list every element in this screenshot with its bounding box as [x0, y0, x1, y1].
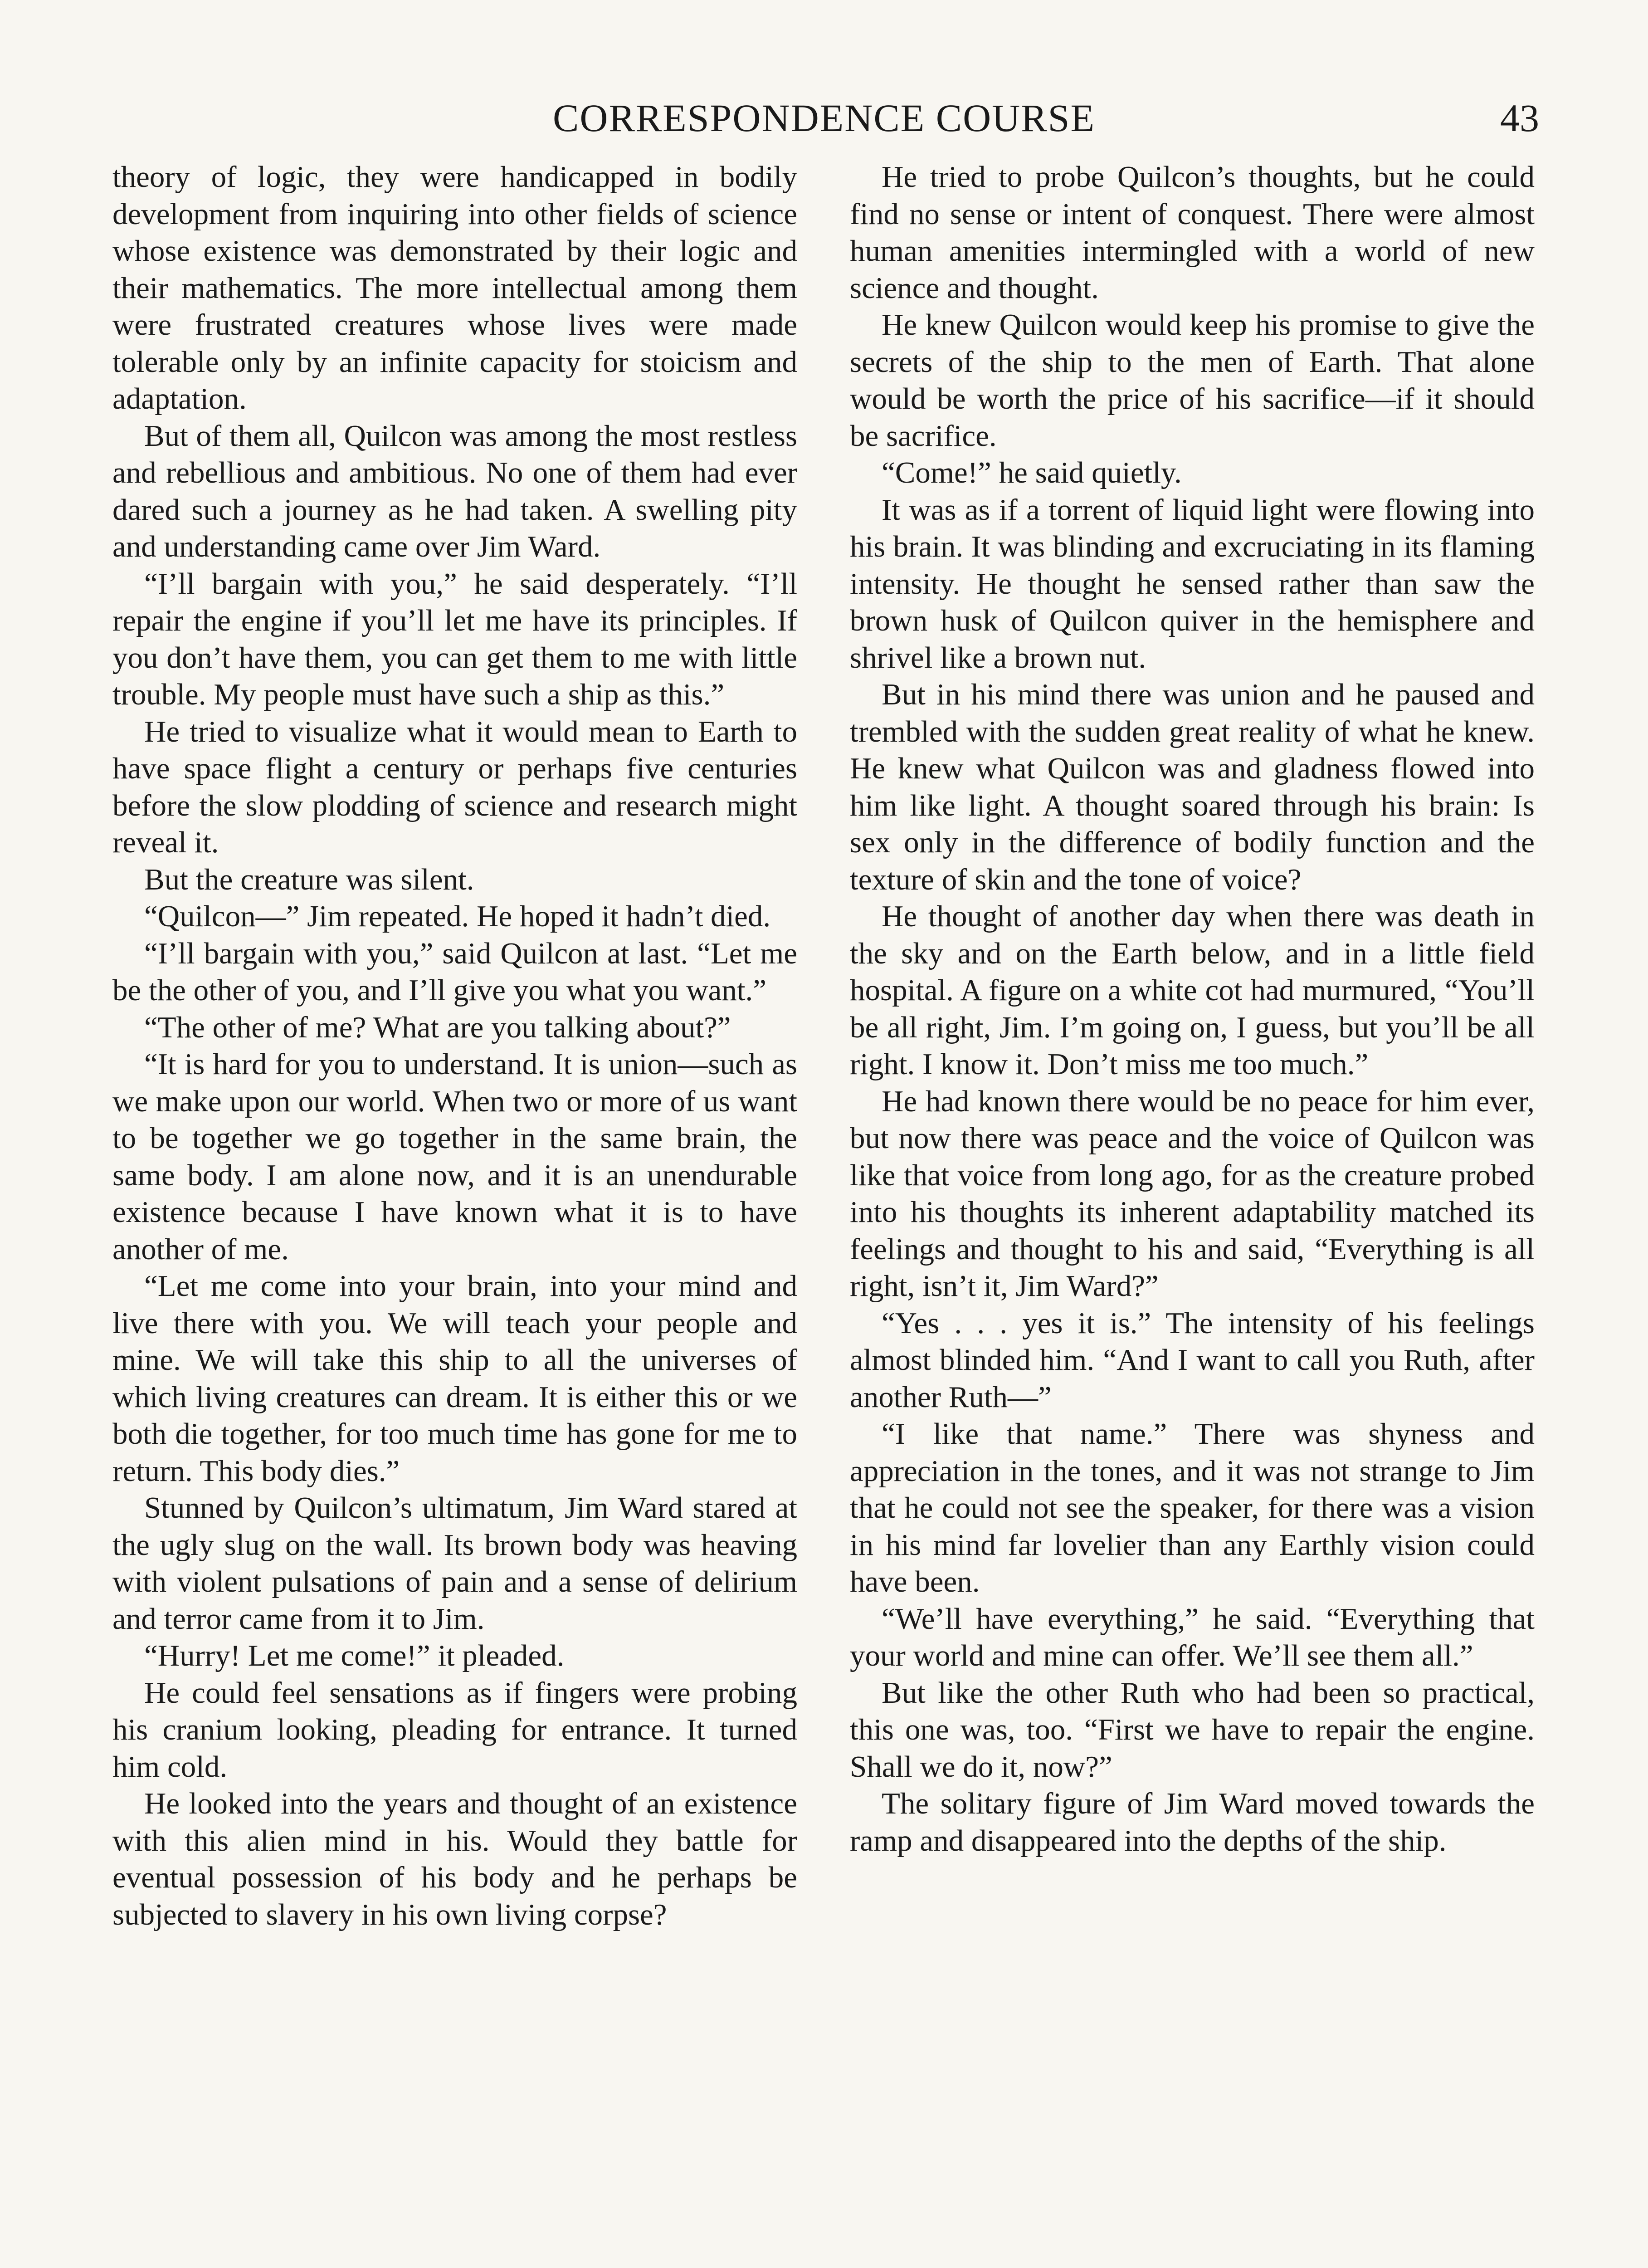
paragraph: “Quilcon—” Jim repeated. He hoped it hadn’t died.: [144, 899, 771, 933]
paragraph: He had known there would be no peace for him ever, but now there was peace and the voice of Quilcon was like that voice from long ago, for as the creature probed into his thoughts its inherent adaptability matched its feelings and thought to his and said, “Everything is all right, isn’t it, Jim Ward?”: [850, 1084, 1535, 1303]
paragraph: But of them all, Quilcon was among the most restless and rebellious and ambitious. No one of them had ever dared such a journey as he had taken. A swelling pity and understanding came over Jim Ward.: [112, 419, 797, 563]
paragraph: He tried to probe Quilcon’s thoughts, but he could find no sense or intent of conquest. There were almost human amenities intermingled with a world of new science and thought.: [850, 160, 1535, 305]
paragraph: “The other of me? What are you talking about?”: [144, 1010, 731, 1044]
paragraph: He looked into the years and thought of an existence with this alien mind in his. Would they battle for eventual possession of his body and he perhaps be subjected to slavery in his own living corpse?: [112, 1787, 797, 1931]
paragraph: “Hurry! Let me come!” it pleaded.: [144, 1639, 565, 1672]
page-number: 43: [1500, 96, 1539, 140]
paragraph: “We’ll have everything,” he said. “Everything that your world and mine can offer. We’ll see them all.”: [850, 1602, 1535, 1672]
paragraph: “I’ll bargain with you,” he said desperately. “I’ll repair the engine if you’ll let me have its principles. If you don’t have them, you can get them to me with little trouble. My people must have such a ship as this.”: [112, 567, 797, 711]
paragraph: “I like that name.” There was shyness and appreciation in the tones, and it was not strange to Jim that he could not see the speaker, for there was a vision in his mind far lovelier than any Earthly vision could have been.: [850, 1417, 1535, 1598]
paragraph: He knew Quilcon would keep his promise to give the secrets of the ship to the men of Earth. That alone would be worth the price of his sacrifice—if it should be sacrifice.: [850, 308, 1535, 453]
paragraph: “Let me come into your brain, into your mind and live there with you. We will teach your people and mine. We will take this ship to all the universes of which living creatures can dream. It is either this or we both die together, for too much time has gone for me to return. This body dies.”: [112, 1269, 797, 1488]
paragraph: But in his mind there was union and he paused and trembled with the sudden great reality of what he knew. He knew what Quilcon was and gladness flowed into him like light. A thought soared through his brain: Is sex only in the difference of bodily function and the texture of skin and the tone of voice?: [850, 678, 1535, 896]
right-column: [850, 159, 1535, 1859]
paragraph: He tried to visualize what it would mean to Earth to have space flight a century or perhaps five centuries before the slow plodding of science and research might reveal it.: [112, 714, 797, 859]
paragraph: The solitary figure of Jim Ward moved towards the ramp and disappeared into the depths of the ship.: [850, 1787, 1535, 1857]
paragraph: theory of logic, they were handicapped in bodily development from inquiring into other fields of science whose existence was demonstrated by their logic and their mathematics. The more intellectual among them were frustrated creatures whose lives were made tolerable only by an infinite capacity for stoicism and adaptation.: [112, 160, 797, 415]
paragraph: “It is hard for you to understand. It is union—such as we make upon our world. When two or more of us want to be together we go together in the same brain, the same body. I am alone now, and it is an unendurable existence because I have known what it is to have another of me.: [112, 1047, 797, 1266]
paragraph: “Come!” he said quietly.: [882, 456, 1182, 489]
paragraph: Stunned by Quilcon’s ultimatum, Jim Ward stared at the ugly slug on the wall. Its brown body was heaving with violent pulsations of pain and a sense of delirium and terror came from it to Jim.: [112, 1491, 797, 1636]
paragraph: But like the other Ruth who had been so practical, this one was, too. “First we have to repair the engine. Shall we do it, now?”: [850, 1676, 1535, 1784]
running-header: [0, 91, 1648, 141]
left-column: [112, 159, 797, 1933]
paragraph: “I’ll bargain with you,” said Quilcon at last. “Let me be the other of you, and I’ll give you what you want.”: [112, 936, 797, 1007]
paragraph: He could feel sensations as if fingers were probing his cranium looking, pleading for entrance. It turned him cold.: [112, 1676, 797, 1784]
paragraph: It was as if a torrent of liquid light were flowing into his brain. It was blinding and excruciating in its flaming intensity. He thought he sensed rather than saw the brown husk of Quilcon quiver in the hemisphere and shrivel like a brown nut.: [850, 493, 1535, 675]
paragraph: “Yes . . . yes it is.” The intensity of his feelings almost blinded him. “And I want to call you Ruth, after another Ruth—”: [850, 1306, 1535, 1414]
running-title: CORRESPONDENCE COURSE: [552, 96, 1096, 140]
paragraph: He thought of another day when there was death in the sky and on the Earth below, and in a little field hospital. A figure on a white cot had murmured, “You’ll be all right, Jim. I’m going on, I guess, but you’ll be all right. I know it. Don’t miss me too much.”: [850, 899, 1535, 1081]
paragraph: But the creature was silent.: [144, 862, 474, 896]
